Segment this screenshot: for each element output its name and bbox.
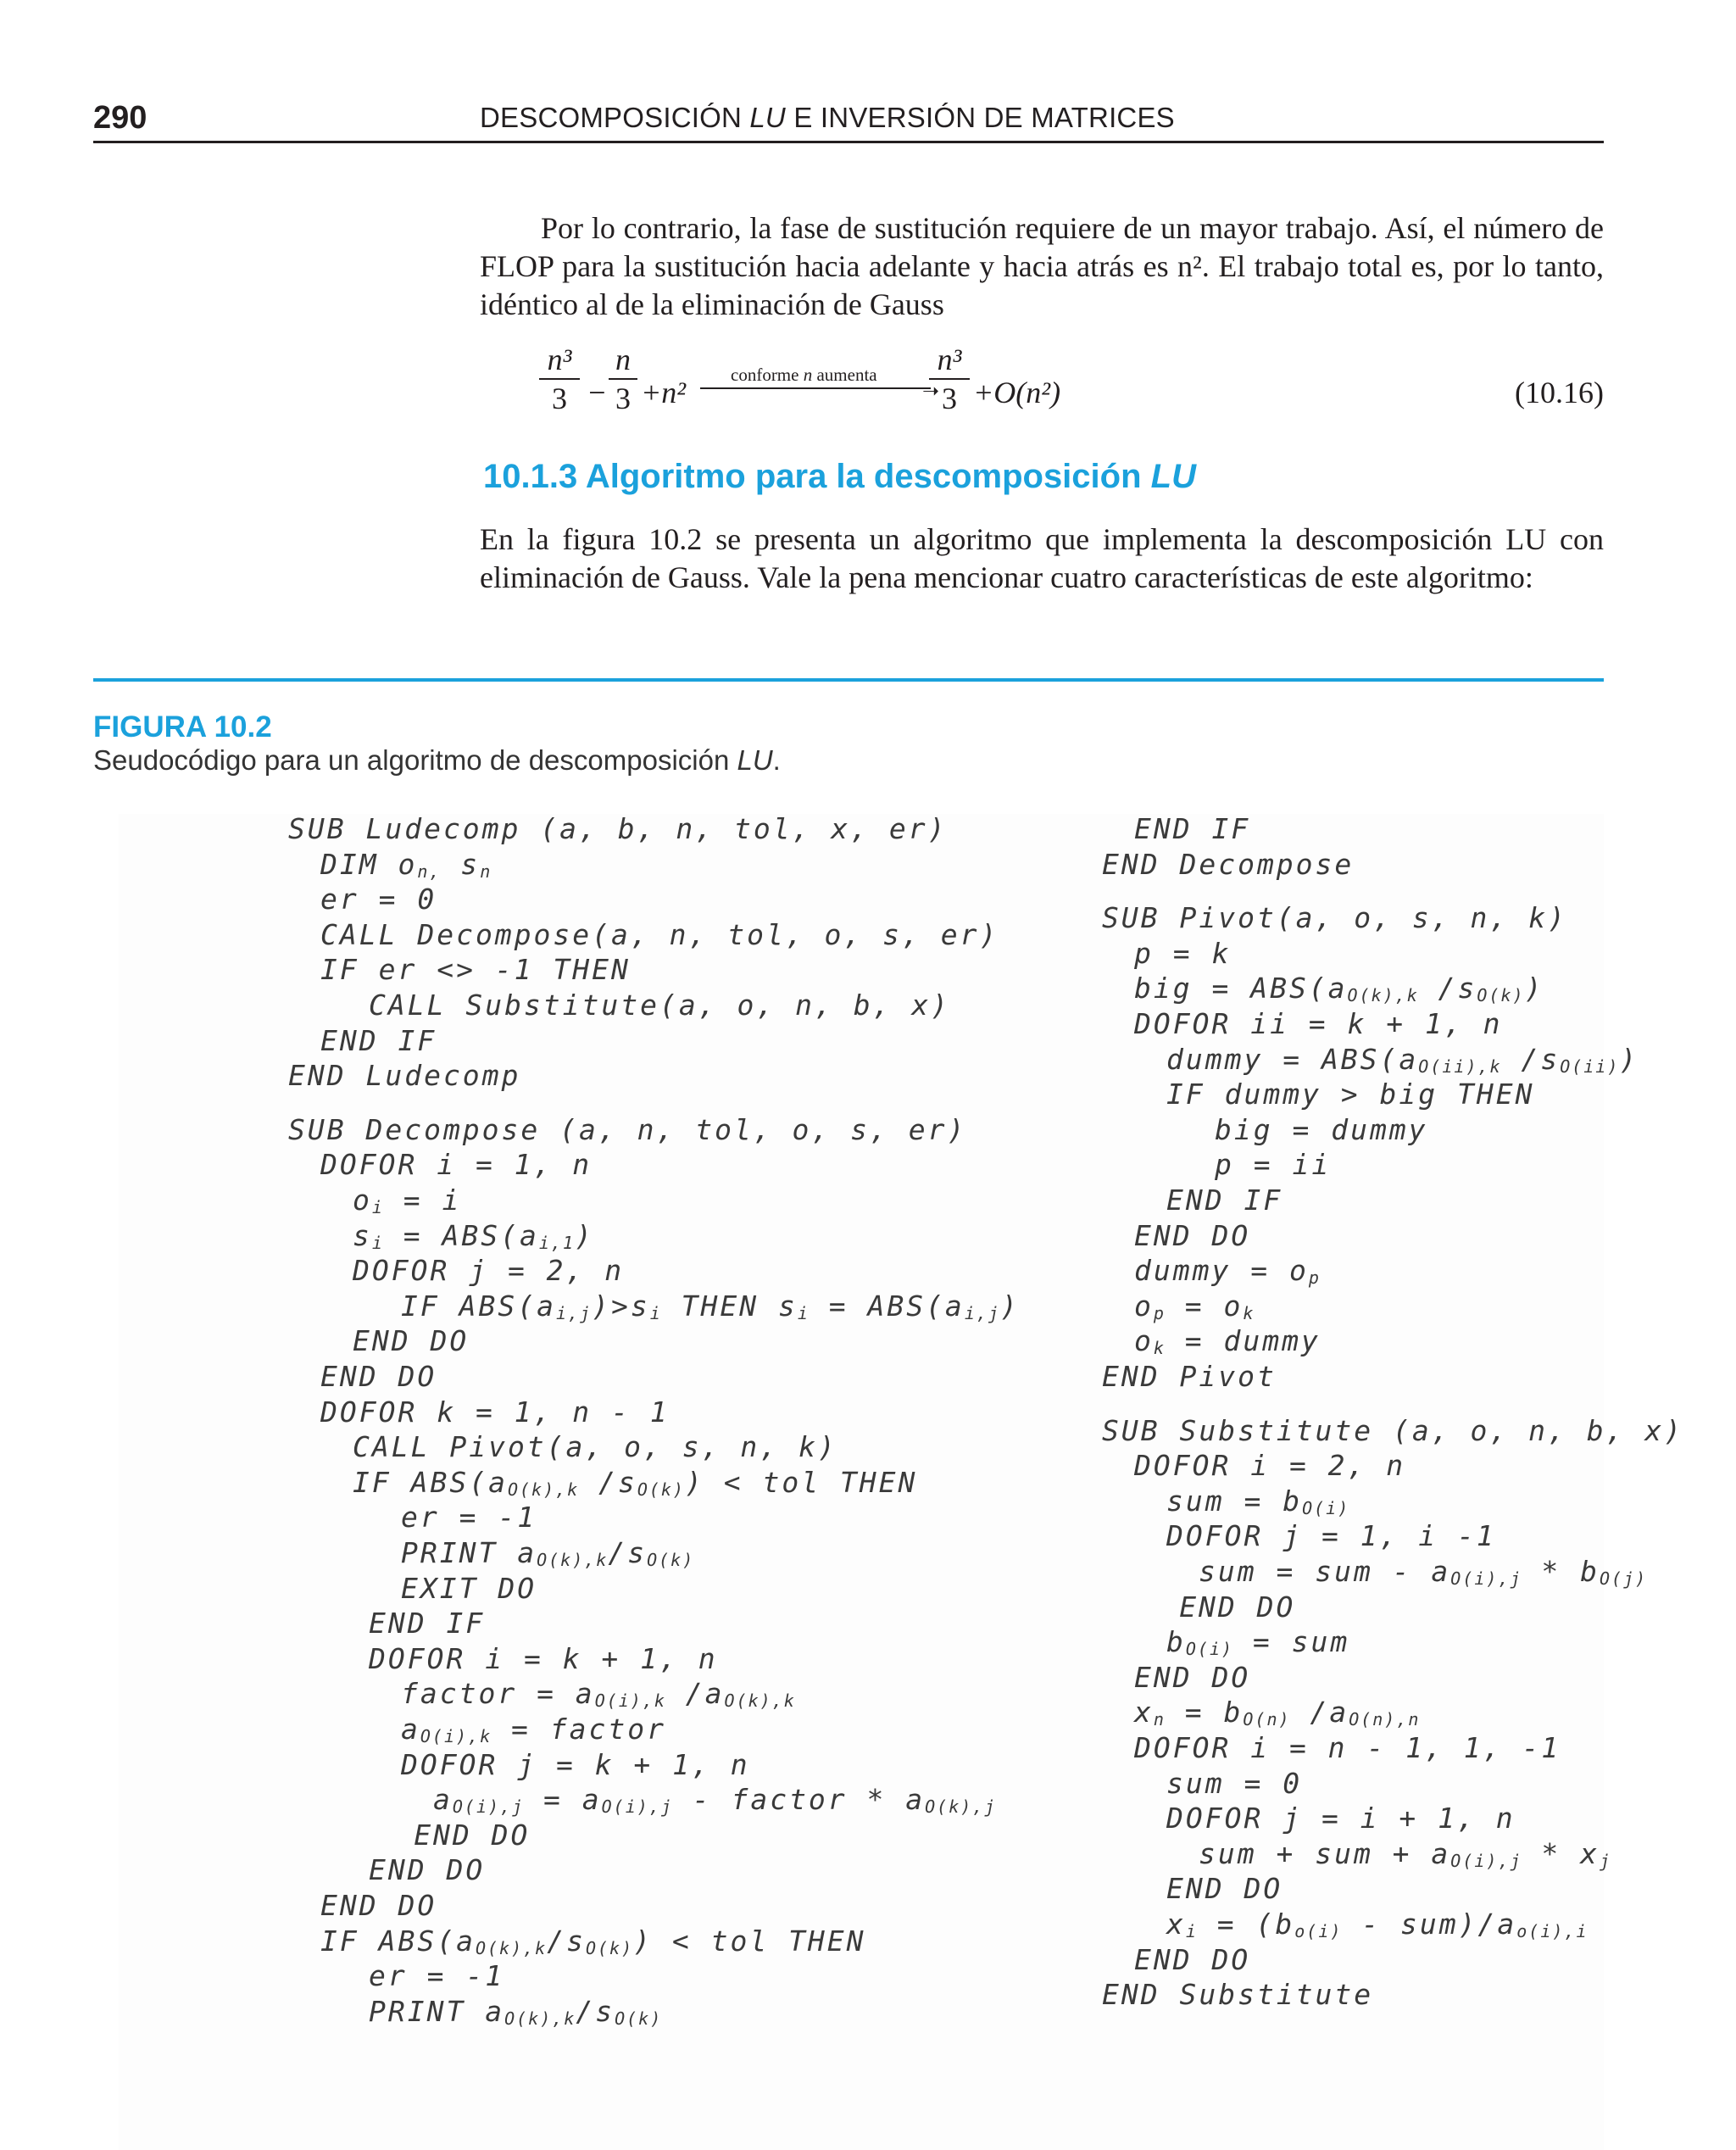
code-subscript: O(k): [637, 1479, 685, 1500]
code-subscript: O(i),k: [594, 1690, 666, 1712]
code-text: DOFOR j = k + 1, n: [401, 1747, 750, 1781]
caption-pre: Seudocódigo para un algoritmo de descomposición: [93, 744, 737, 776]
code-text: ): [999, 1289, 1020, 1323]
code-text: IF dummy > big THEN: [1166, 1078, 1535, 1111]
code-text: sum = sum - a: [1199, 1555, 1451, 1588]
code-line: [369, 1607, 485, 1642]
code-line: [1134, 1696, 1420, 1731]
code-subscript: O(k): [647, 1550, 695, 1570]
arrow-label: [731, 365, 877, 386]
code-text: /a: [1290, 1696, 1349, 1729]
code-text: = (b: [1197, 1908, 1295, 1941]
code-text: /s: [608, 1536, 648, 1569]
code-line: [1166, 1908, 1589, 1943]
code-text: IF ABS(a: [353, 1465, 508, 1499]
code-line: [369, 1995, 662, 2030]
code-subscript: O(k),j: [925, 1796, 997, 1818]
code-text: sum = 0: [1166, 1766, 1303, 1800]
code-subscript: O(i),k: [420, 1726, 492, 1746]
equation-number: (10.16): [1515, 376, 1604, 409]
code-text: s: [353, 1218, 372, 1252]
code-subscript: p: [1153, 1302, 1166, 1323]
code-line: [320, 953, 631, 989]
code-text: CALL Decompose(a, n, tol, o, s, er): [320, 917, 999, 951]
paragraph-intro: Por lo contrario, la fase de sustitución requiere de un mayor trabajo. Así, el número de FLOP para la sustitución hacia adelante y hacia atrás es n². El trabajo total es, por lo tanto, idéntico al de la eliminación de Gauss: [480, 211, 1604, 321]
code-text: DOFOR k = 1, n - 1: [320, 1395, 670, 1429]
frac1-numerator: n³: [547, 343, 572, 376]
code-subscript: i,j: [555, 1302, 593, 1323]
code-text: big = dummy: [1215, 1112, 1428, 1146]
code-subscript: O(n),n: [1349, 1709, 1421, 1730]
code-text: = factor: [492, 1713, 666, 1746]
code-text: - sum)/a: [1342, 1908, 1517, 1941]
fraction-bar: [609, 378, 637, 380]
code-subscript: O(k): [615, 2008, 663, 2029]
code-text: END IF: [320, 1023, 437, 1057]
code-text: x: [1134, 1696, 1154, 1729]
running-head-post: E INVERSIÓN DE MATRICES: [785, 102, 1175, 133]
code-subscript: O(n): [1243, 1709, 1291, 1730]
code-line: [1134, 1731, 1561, 1767]
code-text: o: [353, 1184, 372, 1217]
code-line: [353, 1430, 837, 1466]
code-text: DOFOR j = 1, i -1: [1166, 1519, 1496, 1553]
arrow-label-post: aumenta: [812, 365, 877, 385]
code-text: * b: [1522, 1555, 1600, 1588]
frac1-denominator: 3: [552, 382, 567, 415]
code-text: END DO: [369, 1853, 486, 1887]
code-subscript: n: [1153, 1709, 1166, 1730]
fraction-n3-over-3: [539, 343, 580, 415]
code-subscript: O(ii): [1560, 1056, 1620, 1077]
code-line: [433, 1783, 996, 1819]
code-text: END DO: [1134, 1218, 1251, 1252]
code-line: [1166, 1184, 1283, 1219]
code-text: ): [575, 1218, 594, 1252]
code-text: END Pivot: [1102, 1360, 1277, 1393]
code-text: END Decompose: [1102, 847, 1355, 881]
code-subscript: O(k): [1477, 985, 1525, 1006]
code-line: [1134, 1449, 1405, 1484]
code-line: [401, 1572, 537, 1607]
code-text: sum + sum + a: [1199, 1836, 1451, 1870]
code-line: [1102, 848, 1354, 883]
code-text: IF er <> -1 THEN: [320, 953, 631, 987]
code-text: END Ludecomp: [288, 1059, 521, 1093]
code-line: [1166, 1484, 1349, 1520]
code-text: DOFOR i = 2, n: [1134, 1449, 1406, 1483]
code-text: /s: [1501, 1042, 1561, 1076]
code-line: [1166, 1625, 1349, 1661]
code-subscript: j: [1600, 1850, 1612, 1871]
code-text: EXIT DO: [401, 1571, 537, 1605]
code-line: [369, 989, 950, 1024]
code-text: a: [401, 1713, 420, 1746]
code-line: [1215, 1113, 1428, 1149]
figure-top-rule: [93, 678, 1604, 682]
big-o-term: +O(n²): [973, 376, 1061, 409]
code-subscript: O(j): [1600, 1568, 1648, 1589]
code-subscript: O(k),k: [724, 1690, 796, 1712]
code-text: DOFOR i = 1, n: [320, 1148, 593, 1182]
code-line: [1134, 937, 1231, 972]
code-subscript: i: [371, 1232, 384, 1253]
code-line: [401, 1501, 537, 1536]
code-line: [401, 1748, 750, 1784]
code-text: END Substitute: [1102, 1978, 1374, 2012]
code-line: [320, 1924, 866, 1960]
code-line: [1134, 1661, 1250, 1696]
code-text: END IF: [1166, 1184, 1283, 1217]
code-line: [288, 812, 948, 848]
code-text: = ABS(a: [809, 1289, 965, 1323]
code-line: [1102, 1414, 1683, 1450]
paragraph-algorithm: En la figura 10.2 se presenta un algoritmo que implementa la descomposición LU con eliminación de Gauss. Vale la pena mencionar cuatro características de este algoritmo:: [480, 522, 1604, 594]
code-subscript: O(i): [1185, 1639, 1234, 1660]
code-subscript: O(k),k: [1347, 985, 1419, 1006]
code-text: IF ABS(a: [320, 1924, 476, 1958]
limit-arrow: [700, 387, 931, 389]
code-line: [288, 1113, 966, 1149]
code-text: END IF: [369, 1607, 486, 1640]
code-subscript: i: [649, 1302, 662, 1323]
code-subscript: i: [371, 1197, 384, 1217]
code-line: [353, 1254, 624, 1289]
code-line: [320, 848, 492, 883]
code-text: er = -1: [369, 1959, 505, 1993]
code-line: [1215, 1148, 1331, 1184]
code-text: DOFOR i = n - 1, 1, -1: [1134, 1731, 1561, 1764]
equation-10-16: [539, 343, 1604, 436]
running-head-pre: DESCOMPOSICIÓN: [480, 102, 750, 133]
section-heading: [483, 458, 1196, 496]
code-line: [1102, 1360, 1277, 1395]
code-line: [320, 1889, 437, 1924]
code-text: /a: [665, 1677, 725, 1711]
code-subscript: k: [1153, 1338, 1166, 1359]
code-line: [1166, 1872, 1283, 1908]
code-line: [1134, 812, 1250, 848]
code-line: [401, 1713, 666, 1748]
code-text: dummy = o: [1134, 1254, 1309, 1288]
code-text: PRINT a: [401, 1536, 537, 1569]
code-text: END DO: [353, 1324, 470, 1358]
code-line: [401, 1677, 796, 1713]
code-text: END DO: [320, 1360, 437, 1393]
code-text: DIM o: [320, 847, 418, 881]
code-subscript: O(k): [585, 1937, 634, 1958]
code-text: /s: [576, 1994, 615, 2028]
code-line: [1179, 1590, 1295, 1626]
code-text: = b: [1165, 1696, 1244, 1729]
code-text: IF ABS(a: [401, 1289, 556, 1323]
caption-lu: LU: [737, 744, 773, 776]
code-subscript: k: [1243, 1302, 1255, 1323]
code-subscript: O(i),j: [1450, 1568, 1522, 1589]
code-text: p = ii: [1215, 1148, 1332, 1182]
fraction-n3-over-3-result: [929, 343, 970, 415]
code-text: )>s: [592, 1289, 650, 1323]
code-text: p = k: [1134, 936, 1232, 970]
code-text: ): [1619, 1042, 1639, 1076]
code-subscript: O(i),j: [1450, 1850, 1522, 1871]
fraction-bar: [929, 378, 970, 380]
code-subscript: o(i): [1294, 1921, 1343, 1941]
code-line: [1102, 1978, 1373, 2014]
page-number: 290: [93, 100, 147, 136]
code-text: b: [1166, 1625, 1186, 1659]
code-text: sum = b: [1166, 1484, 1303, 1518]
code-line: [1134, 1254, 1321, 1289]
code-line: [288, 1059, 520, 1094]
code-line: [1134, 1219, 1250, 1255]
arrow-label-pre: conforme: [731, 365, 804, 385]
code-text: = ABS(a: [383, 1218, 539, 1252]
code-line: [1134, 1289, 1255, 1325]
code-subscript: O(k),k: [537, 1550, 609, 1570]
code-line: [320, 1024, 437, 1060]
code-line: [353, 1219, 594, 1255]
code-subscript: p: [1308, 1267, 1321, 1289]
code-line: [353, 1466, 917, 1501]
code-text: SUB Decompose (a, n, tol, o, s, er): [288, 1112, 967, 1146]
code-line: [1199, 1555, 1647, 1590]
code-text: DOFOR ii = k + 1, n: [1134, 1007, 1503, 1040]
code-subscript: O(k),k: [475, 1937, 548, 1958]
code-text: /s: [579, 1465, 637, 1499]
code-text: er = -1: [401, 1501, 537, 1535]
code-line: [1166, 1078, 1535, 1113]
code-text: = o: [1165, 1289, 1244, 1323]
code-text: DOFOR j = i + 1, n: [1166, 1802, 1516, 1835]
code-text: x: [1166, 1908, 1186, 1941]
code-line: [1199, 1837, 1611, 1873]
section-title: 10.1.3 Algoritmo para la descomposición: [483, 458, 1151, 495]
code-line: [369, 1642, 718, 1678]
fraction-bar: [539, 378, 580, 380]
code-text: s: [441, 847, 481, 881]
code-text: ) < tol THEN: [633, 1924, 866, 1958]
code-text: a: [433, 1783, 453, 1817]
code-line: [1166, 1767, 1302, 1802]
code-text: = sum: [1233, 1625, 1350, 1659]
code-text: THEN s: [661, 1289, 798, 1323]
figure-label: FIGURA 10.2: [93, 710, 272, 744]
code-subscript: O(ii),k: [1418, 1056, 1502, 1077]
code-text: SUB Ludecomp (a, b, n, tol, x, er): [288, 812, 948, 845]
code-text: END DO: [1134, 1660, 1251, 1694]
running-head-lu: LU: [749, 102, 786, 133]
code-line: [320, 883, 437, 918]
running-head: [480, 102, 1175, 134]
frac3-numerator: n³: [937, 343, 962, 376]
code-line: [1134, 972, 1544, 1007]
code-text: = i: [383, 1184, 462, 1217]
code-text: END DO: [320, 1889, 437, 1922]
code-line: [1134, 1324, 1321, 1360]
page-header: [93, 95, 1604, 143]
code-text: SUB Substitute (a, o, n, b, x): [1102, 1413, 1684, 1447]
figure-caption: [93, 744, 781, 777]
fraction-n-over-3: [609, 343, 637, 415]
plus-n-squared: +n²: [641, 376, 687, 409]
code-text: ) < tol THEN: [684, 1465, 918, 1499]
code-text: END DO: [1166, 1872, 1283, 1906]
code-subscript: i: [797, 1302, 810, 1323]
frac2-numerator: n: [615, 343, 631, 376]
code-line: [1166, 1802, 1516, 1837]
caption-post: .: [772, 744, 781, 776]
code-subscript: O(k),k: [504, 2008, 576, 2029]
code-text: dummy = ABS(a: [1166, 1042, 1419, 1076]
code-line: [414, 1819, 530, 1854]
frac2-denominator: 3: [615, 382, 631, 415]
code-text: CALL Substitute(a, o, n, b, x): [369, 989, 951, 1022]
code-text: big = ABS(a: [1134, 972, 1348, 1005]
code-subscript: O(i): [1302, 1497, 1350, 1518]
code-text: factor = a: [401, 1677, 595, 1711]
code-text: PRINT a: [369, 1994, 505, 2028]
code-text: = dummy: [1165, 1324, 1321, 1358]
code-text: END DO: [1134, 1942, 1251, 1976]
code-line: [320, 1148, 592, 1184]
code-line: [1134, 1943, 1250, 1979]
code-text: er = 0: [320, 883, 437, 916]
code-line: [1102, 901, 1567, 937]
code-text: END IF: [1134, 812, 1251, 845]
code-subscript: i: [1185, 1921, 1198, 1941]
code-text: /s: [1418, 972, 1477, 1005]
code-subscript: O(i),j: [452, 1796, 525, 1818]
code-line: [353, 1184, 461, 1219]
code-line: [320, 1395, 670, 1431]
arrowhead-icon: ➝: [922, 381, 940, 403]
code-text: = a: [524, 1783, 602, 1817]
code-line: [320, 1360, 437, 1395]
code-line: [369, 1853, 485, 1889]
code-subscript: O(k),k: [507, 1479, 580, 1500]
code-line: [369, 1959, 504, 1995]
code-line: [320, 918, 999, 954]
code-text: DOFOR i = k + 1, n: [369, 1641, 718, 1675]
code-subscript: n,: [417, 861, 442, 882]
code-subscript: n: [480, 861, 492, 882]
code-line: [401, 1289, 1020, 1325]
code-text: * x: [1522, 1836, 1600, 1870]
code-line: [353, 1324, 469, 1360]
code-text: SUB Pivot(a, o, s, n, k): [1102, 901, 1567, 935]
section-title-lu: LU: [1150, 458, 1196, 495]
code-line: [1166, 1043, 1639, 1078]
code-text: END DO: [1179, 1590, 1296, 1624]
code-text: CALL Pivot(a, o, s, n, k): [353, 1430, 837, 1464]
code-text: DOFOR j = 2, n: [353, 1254, 625, 1288]
code-text: ): [1524, 972, 1544, 1005]
code-text: - factor * a: [672, 1783, 926, 1817]
code-text: o: [1134, 1324, 1154, 1358]
minus-sign: −: [587, 376, 608, 409]
code-subscript: O(i),j: [601, 1796, 673, 1818]
code-line: [401, 1536, 694, 1572]
code-subscript: i,1: [538, 1232, 575, 1253]
code-text: END DO: [414, 1818, 531, 1852]
arrow-label-n: n: [803, 365, 813, 385]
code-subscript: o(i),i: [1516, 1921, 1589, 1941]
frac3-denominator: 3: [942, 382, 957, 415]
code-text: /s: [547, 1924, 586, 1958]
code-text: o: [1134, 1289, 1154, 1323]
code-line: [1134, 1007, 1503, 1043]
code-subscript: i,j: [964, 1302, 1000, 1323]
code-line: [1166, 1519, 1496, 1555]
